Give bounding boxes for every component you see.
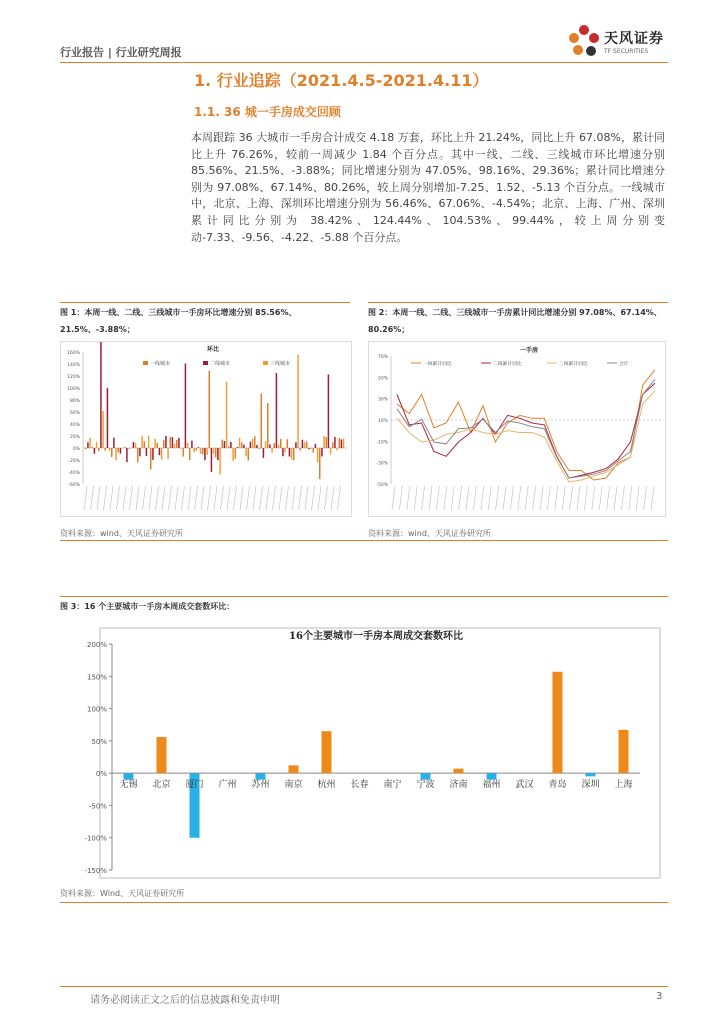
figure1-bar bbox=[187, 443, 189, 448]
figure1-bar bbox=[306, 441, 308, 448]
figure2-x-tick-label bbox=[459, 486, 462, 510]
figure1-legend-label: 三线城市 bbox=[270, 361, 291, 367]
figure1-legend-swatch bbox=[143, 361, 148, 365]
figure2-y-tick-label: -30% bbox=[376, 461, 388, 467]
fig3-bottom-rule bbox=[60, 902, 668, 903]
figure1-y-tick-label: -60% bbox=[68, 483, 80, 488]
figure2-x-tick-label bbox=[607, 486, 610, 510]
figure2-x-tick-label bbox=[584, 486, 587, 510]
figure3-category-label: 广州 bbox=[218, 780, 237, 791]
figure3-category-label: 深圳 bbox=[581, 780, 600, 791]
figure2-x-tick-label bbox=[644, 486, 647, 510]
figure1-bar bbox=[202, 448, 204, 454]
figure1-x-tick-label bbox=[312, 486, 315, 510]
figure3-bar bbox=[124, 773, 134, 779]
figure1-bar bbox=[215, 448, 217, 457]
figure1-source: 资料来源：wind、天风证券研究所 bbox=[60, 529, 183, 538]
figure1-title: 环比 bbox=[206, 346, 220, 353]
figure1-y-tick-label: 40% bbox=[69, 423, 80, 428]
figure1-x-tick-label bbox=[97, 486, 100, 510]
figure3-category-label: 南京 bbox=[284, 780, 303, 791]
figure1-bar bbox=[300, 448, 302, 451]
figure1-bar bbox=[328, 374, 330, 448]
figure2-x-tick-label bbox=[422, 486, 425, 510]
figure1-x-tick-label bbox=[260, 486, 263, 510]
logo-name: 天风证券 bbox=[604, 31, 664, 47]
figure1-bar bbox=[113, 438, 115, 448]
figure1-bar bbox=[230, 442, 232, 448]
figure1-y-tick-label: -40% bbox=[68, 471, 80, 476]
figure1-x-tick-label bbox=[305, 486, 308, 510]
figure1-bar bbox=[159, 448, 161, 455]
figure1-bar bbox=[291, 448, 293, 460]
figure1-y-tick-label: 20% bbox=[69, 435, 80, 440]
figure1-bar bbox=[265, 441, 267, 448]
page-number: 3 bbox=[656, 991, 663, 1002]
company-logo bbox=[566, 22, 676, 62]
figure2-x-tick-label bbox=[555, 486, 558, 510]
figure2-x-tick-label bbox=[533, 486, 536, 510]
figure1-x-tick-label bbox=[208, 486, 211, 510]
figure1-bar bbox=[222, 440, 224, 448]
figure1-bar bbox=[248, 448, 250, 461]
figure2-x-tick-label bbox=[577, 486, 580, 510]
figure1-bar bbox=[317, 448, 319, 462]
figure1-bar bbox=[241, 442, 243, 448]
figure1-bar bbox=[271, 448, 273, 453]
figure1-bar bbox=[148, 436, 150, 448]
figure1-bar bbox=[274, 443, 276, 448]
figure2-x-tick-label bbox=[547, 486, 550, 510]
figure1-legend-label: 一线城市 bbox=[150, 361, 171, 367]
figure1-bar bbox=[211, 448, 213, 472]
figure1-bar bbox=[269, 444, 271, 448]
figure3-category-label: 上海 bbox=[614, 780, 633, 791]
figure2-x-tick-label bbox=[621, 486, 624, 510]
footer-disclaimer: 请务必阅读正文之后的信息披露和免责申明 bbox=[90, 995, 280, 1006]
fig3-top-rule bbox=[60, 596, 668, 597]
figure2-y-tick-label: 30% bbox=[377, 397, 388, 403]
figure1-bar bbox=[256, 445, 258, 448]
figure3-y-tick-label: -100% bbox=[84, 834, 107, 843]
figure2-series-line bbox=[397, 383, 655, 478]
figure1-x-tick-label bbox=[156, 486, 159, 510]
figure1-bar bbox=[228, 446, 230, 448]
figure2-x-tick-label bbox=[451, 486, 454, 510]
figure1-bar bbox=[107, 388, 109, 448]
figure1-x-tick-label bbox=[149, 486, 152, 510]
figure1-bar bbox=[276, 373, 278, 448]
figure1-bar bbox=[293, 448, 295, 460]
figure1-x-tick-label bbox=[292, 486, 295, 510]
figure3-category-label: 济南 bbox=[449, 780, 468, 791]
figure1-bar bbox=[282, 448, 284, 456]
figure1-x-tick-label bbox=[169, 486, 172, 510]
figure1-bar bbox=[180, 448, 182, 449]
figure1-bar bbox=[141, 436, 143, 448]
logo-flower-icon bbox=[566, 22, 602, 60]
figure1-y-tick-label: 160% bbox=[67, 351, 80, 356]
figure3-y-tick-label: 0% bbox=[95, 770, 107, 779]
figure3-category-label: 杭州 bbox=[317, 780, 336, 791]
figure1-x-tick-label bbox=[299, 486, 302, 510]
figure1-x-tick-label bbox=[123, 486, 126, 510]
figure3-bar bbox=[421, 773, 431, 779]
figure1-bar bbox=[334, 437, 336, 448]
figure3-y-tick-label: 150% bbox=[86, 673, 107, 682]
figure3-y-tick-label: -150% bbox=[84, 867, 107, 875]
figure1-bar bbox=[185, 363, 187, 448]
figure1-x-tick-label bbox=[175, 486, 178, 510]
figure1-bar bbox=[287, 439, 289, 448]
figure1-bar bbox=[161, 448, 163, 460]
figure1-bar bbox=[146, 448, 148, 456]
figure3-frame bbox=[100, 628, 660, 878]
figure1-bar bbox=[310, 448, 312, 449]
figure1-x-tick-label bbox=[84, 486, 87, 510]
subsection-heading: 1.1. 36 城一手房成交回顾 bbox=[194, 105, 341, 119]
figure1-bar bbox=[341, 439, 343, 448]
figure1-y-tick-label: 120% bbox=[67, 375, 80, 380]
figure2-x-tick-label bbox=[651, 486, 654, 510]
figure3-y-tick-label: 200% bbox=[86, 641, 107, 649]
figure2-x-tick-label bbox=[414, 486, 417, 510]
figure3-source: 资料来源：Wind、天风证券研究所 bbox=[60, 889, 185, 898]
figure3-caption: 图 3：16 个主要城市一手房本周成交套数环比： bbox=[60, 602, 235, 611]
figure3-y-tick-label: 50% bbox=[91, 737, 107, 746]
figure1-bar bbox=[263, 448, 265, 458]
figure2-x-tick-label bbox=[592, 486, 595, 510]
figure1-bar bbox=[217, 448, 219, 460]
fig12-bottom-rule bbox=[60, 540, 668, 541]
figure1-x-tick-label bbox=[104, 486, 107, 510]
header-divider bbox=[60, 62, 668, 63]
figure1-x-tick-label bbox=[110, 486, 113, 510]
figure3-category-label: 宁波 bbox=[416, 780, 435, 791]
figure2-caption: 图 2：本周一线、二线、三线城市一手房累计同比增速分别 97.08%、67.14%、80.26%； bbox=[368, 308, 662, 334]
figure3-y-tick-label: -50% bbox=[88, 802, 107, 811]
figure1-bar bbox=[165, 436, 167, 448]
figure1-bar bbox=[235, 448, 237, 459]
figure1-bar bbox=[128, 448, 130, 449]
figure1-bar bbox=[206, 448, 208, 455]
figure1-bar bbox=[339, 438, 341, 448]
figure1-legend-swatch bbox=[203, 361, 208, 365]
figure1-svg bbox=[61, 342, 353, 518]
figure1-x-tick-label bbox=[91, 486, 94, 510]
figure1-bar bbox=[102, 411, 104, 448]
figure1-y-tick-label: 140% bbox=[67, 363, 80, 368]
figure1-x-tick-label bbox=[234, 486, 237, 510]
figure2-x-tick-label bbox=[540, 486, 543, 510]
figure1-bar bbox=[87, 442, 89, 448]
figure1-x-tick-label bbox=[130, 486, 133, 510]
figure2-title: 一手房 bbox=[519, 347, 539, 354]
figure3-category-label: 武汉 bbox=[515, 780, 534, 791]
figure2-y-tick-label: -10% bbox=[376, 440, 388, 446]
fig2-top-rule bbox=[368, 302, 668, 303]
figure1-bar bbox=[315, 444, 317, 448]
figure1-x-tick-label bbox=[214, 486, 217, 510]
logo-subtitle: TF SECURITIES bbox=[604, 48, 649, 55]
summary-paragraph: 本周跟踪 36 大城市一手房合计成交 4.18 万套，环比上升 21.24%，同比上升 67.08%，累计同比上升 76.26%，较前一周减少 1.84 个百分点。其中一线、二线、三线城市环比增速分别 85.56%、21.5%、-3.88%；同比增速分别为 47.05%、98.16%、29.36%；累计同比增速分别为 97.08%、67.14%、80.26%，较上周分别增加-7.25、1.52、-5.13 个百分点。一线城市中，北京、上海、深圳环比增速分别为 56.46%、67.06%、-4.54%；北京、上海、广州、深圳累计同比分别为 38.42%、124.44%、104.53%、99.44%，较上周分别变动-7.33、-9.56、-4.22、-5.88 个百分点。 bbox=[191, 131, 665, 244]
figure1-bar bbox=[250, 442, 252, 448]
figure1-bar bbox=[135, 443, 137, 448]
figure2-svg bbox=[369, 342, 667, 518]
figure1-bar bbox=[224, 441, 226, 448]
figure1-bar bbox=[111, 448, 113, 457]
figure1-bar bbox=[174, 444, 176, 448]
figure1-bar bbox=[232, 448, 234, 461]
figure1-bar bbox=[89, 438, 91, 448]
figure3-bar bbox=[157, 737, 167, 773]
figure1-bar bbox=[152, 448, 154, 460]
figure2-y-tick-label: -50% bbox=[376, 483, 388, 488]
figure3-category-label: 南宁 bbox=[383, 780, 402, 791]
figure1-bar bbox=[200, 448, 202, 454]
figure1-bar bbox=[96, 442, 98, 448]
figure1-bar bbox=[219, 448, 221, 474]
figure2-legend-label: 一线累计同比 bbox=[423, 362, 452, 367]
figure1-x-tick-label bbox=[279, 486, 282, 510]
figure2-x-tick-label bbox=[473, 486, 476, 510]
figure1-bar bbox=[239, 438, 241, 448]
figure1-bar bbox=[98, 448, 100, 451]
figure1-x-tick-label bbox=[331, 486, 334, 510]
figure2-x-tick-label bbox=[518, 486, 521, 510]
figure1-bar bbox=[137, 448, 139, 463]
figure1-x-tick-label bbox=[273, 486, 276, 510]
figure1-bar bbox=[336, 448, 338, 450]
figure2-x-tick-label bbox=[429, 486, 432, 510]
figure1-bar bbox=[124, 447, 126, 448]
figure3-category-label: 厦门 bbox=[185, 780, 204, 791]
figure1-bar bbox=[126, 448, 128, 462]
figure3-bar bbox=[553, 672, 563, 773]
figure3-category-label: 福州 bbox=[482, 780, 501, 791]
figure3-chart bbox=[60, 620, 668, 884]
figure1-bar bbox=[297, 355, 299, 448]
figure1-x-tick-label bbox=[136, 486, 139, 510]
figure1-bar bbox=[343, 439, 345, 448]
figure1-y-tick-label: 60% bbox=[69, 411, 80, 416]
figure1-bar bbox=[133, 442, 135, 448]
figure3-bar bbox=[256, 773, 266, 779]
figure1-y-tick-label: 0% bbox=[72, 447, 80, 452]
figure1-legend-label: 二线城市 bbox=[210, 361, 231, 367]
figure1-bar bbox=[198, 447, 200, 448]
figure2-source: 资料来源：wind、天风证券研究所 bbox=[368, 529, 491, 538]
figure1-y-tick-label: 100% bbox=[67, 387, 80, 392]
figure1-bar bbox=[295, 442, 297, 448]
figure3-svg bbox=[60, 620, 668, 884]
figure2-x-tick-label bbox=[614, 486, 617, 510]
figure2-x-tick-label bbox=[525, 486, 528, 510]
figure1-bar bbox=[144, 441, 146, 448]
footer-divider bbox=[60, 986, 668, 987]
figure1-bar bbox=[284, 448, 286, 452]
figure3-y-tick-label: 100% bbox=[86, 705, 107, 714]
figure1-x-tick-label bbox=[143, 486, 146, 510]
figure1-bar bbox=[176, 440, 178, 448]
figure1-bar bbox=[191, 441, 193, 448]
figure2-x-tick-label bbox=[444, 486, 447, 510]
figure1-bar bbox=[243, 445, 245, 448]
figure1-x-tick-label bbox=[247, 486, 250, 510]
figure3-bar bbox=[454, 769, 464, 774]
figure1-bar bbox=[289, 448, 291, 457]
figure2-y-tick-label: 50% bbox=[377, 376, 388, 382]
figure1-x-tick-label bbox=[162, 486, 165, 510]
section-heading: 1. 行业追踪（2021.4.5-2021.4.11） bbox=[194, 71, 489, 90]
figure1-bar bbox=[237, 447, 239, 448]
figure2-y-tick-label: 10% bbox=[377, 419, 388, 424]
figure1-bar bbox=[213, 448, 215, 454]
figure1-bar bbox=[85, 448, 87, 449]
figure1-bar bbox=[139, 448, 141, 456]
figure3-category-label: 苏州 bbox=[251, 780, 270, 791]
figure2-y-tick-label: 70% bbox=[377, 355, 388, 360]
figure1-bar bbox=[204, 448, 206, 460]
figure1-x-tick-label bbox=[117, 486, 120, 510]
figure1-x-tick-label bbox=[338, 486, 341, 510]
figure2-legend-label: 二线累计同比 bbox=[493, 362, 522, 367]
figure1-x-tick-label bbox=[227, 486, 230, 510]
figure1-bar bbox=[323, 436, 325, 448]
figure1-bar bbox=[302, 440, 304, 448]
figure2-x-tick-label bbox=[510, 486, 513, 510]
figure1-chart bbox=[60, 341, 352, 517]
figure3-category-label: 青岛 bbox=[548, 780, 567, 791]
figure2-x-tick-label bbox=[629, 486, 632, 510]
figure1-bar bbox=[308, 448, 310, 449]
figure1-caption: 图 1：本周一线、二线、三线城市一手房环比增速分别 85.56%、21.5%、-3.88%； bbox=[60, 308, 297, 334]
figure2-x-tick-label bbox=[481, 486, 484, 510]
figure2-x-tick-label bbox=[562, 486, 565, 510]
figure1-bar bbox=[94, 448, 96, 454]
figure1-bar bbox=[321, 448, 323, 456]
figure1-bar bbox=[196, 448, 198, 451]
figure1-x-tick-label bbox=[195, 486, 198, 510]
figure1-bar bbox=[115, 448, 117, 460]
figure1-bar bbox=[157, 443, 159, 448]
figure1-bar bbox=[163, 440, 165, 448]
figure3-category-label: 无锡 bbox=[119, 780, 138, 791]
figure1-bar bbox=[267, 403, 269, 448]
figure2-legend-label: 三线累计同比 bbox=[559, 362, 588, 367]
figure1-bar bbox=[150, 448, 152, 469]
figure1-x-tick-label bbox=[253, 486, 256, 510]
figure2-x-tick-label bbox=[570, 486, 573, 510]
figure1-y-tick-label: 80% bbox=[69, 399, 80, 404]
figure1-bar bbox=[332, 442, 334, 448]
figure2-x-tick-label bbox=[392, 486, 395, 510]
figure1-bar bbox=[252, 439, 254, 448]
figure2-x-tick-label bbox=[599, 486, 602, 510]
figure2-legend-label: 合计 bbox=[619, 362, 629, 367]
figure1-bar bbox=[92, 447, 94, 448]
figure1-bar bbox=[193, 448, 195, 452]
figure1-x-tick-label bbox=[318, 486, 321, 510]
figure2-x-tick-label bbox=[636, 486, 639, 510]
figure1-x-tick-label bbox=[201, 486, 204, 510]
figure3-category-label: 长春 bbox=[350, 780, 369, 791]
figure2-x-tick-label bbox=[407, 486, 410, 510]
figure1-bar bbox=[183, 448, 185, 457]
fig1-top-rule bbox=[60, 302, 350, 303]
figure1-bar bbox=[258, 448, 260, 449]
figure1-x-tick-label bbox=[240, 486, 243, 510]
figure3-bar bbox=[487, 773, 497, 779]
figure1-bar bbox=[313, 448, 315, 453]
figure1-legend-swatch bbox=[263, 361, 268, 365]
figure1-bar bbox=[189, 448, 191, 460]
figure2-x-tick-label bbox=[466, 486, 469, 510]
figure1-bar bbox=[280, 439, 282, 448]
figure1-bar bbox=[100, 342, 102, 448]
figure1-bar bbox=[330, 448, 332, 454]
figure1-x-tick-label bbox=[286, 486, 289, 510]
figure3-bar bbox=[586, 773, 596, 776]
figure2-x-tick-label bbox=[503, 486, 506, 510]
figure1-bar bbox=[319, 448, 321, 479]
figure2-x-tick-label bbox=[399, 486, 402, 510]
figure1-bar bbox=[167, 448, 169, 459]
figure1-x-tick-label bbox=[325, 486, 328, 510]
figure1-y-tick-label: -20% bbox=[68, 459, 80, 464]
figure1-bar bbox=[254, 436, 256, 448]
figure1-bar bbox=[209, 371, 211, 448]
figure1-bar bbox=[245, 448, 247, 456]
figure1-bar bbox=[326, 437, 328, 448]
figure1-bar bbox=[178, 438, 180, 448]
figure1-bar bbox=[304, 442, 306, 448]
figure1-bar bbox=[120, 448, 122, 454]
figure1-bar bbox=[105, 448, 107, 451]
figure1-bar bbox=[109, 448, 111, 451]
figure3-title: 16个主要城市一手房本周成交套数环比 bbox=[289, 631, 463, 642]
figure2-series-line bbox=[397, 379, 655, 478]
figure3-bar bbox=[289, 765, 299, 773]
figure1-bar bbox=[278, 445, 280, 448]
report-breadcrumb: 行业报告 | 行业研究周报 bbox=[60, 46, 182, 59]
figure1-bar bbox=[172, 437, 174, 448]
figure1-bar bbox=[226, 382, 228, 448]
figure2-x-tick-label bbox=[488, 486, 491, 510]
figure1-x-tick-label bbox=[182, 486, 185, 510]
figure3-bar bbox=[619, 730, 629, 773]
figure2-x-tick-label bbox=[436, 486, 439, 510]
figure1-x-tick-label bbox=[266, 486, 269, 510]
figure2-x-tick-label bbox=[496, 486, 499, 510]
figure2-chart bbox=[368, 341, 666, 517]
figure1-bar bbox=[170, 437, 172, 448]
figure1-bar bbox=[261, 394, 263, 448]
figure3-bar bbox=[322, 731, 332, 773]
figure1-x-tick-label bbox=[188, 486, 191, 510]
figure1-x-tick-label bbox=[221, 486, 224, 510]
figure1-bar bbox=[118, 448, 120, 452]
figure1-bar bbox=[154, 439, 156, 448]
figure2-series-line bbox=[397, 391, 655, 482]
figure3-category-label: 北京 bbox=[152, 780, 171, 791]
